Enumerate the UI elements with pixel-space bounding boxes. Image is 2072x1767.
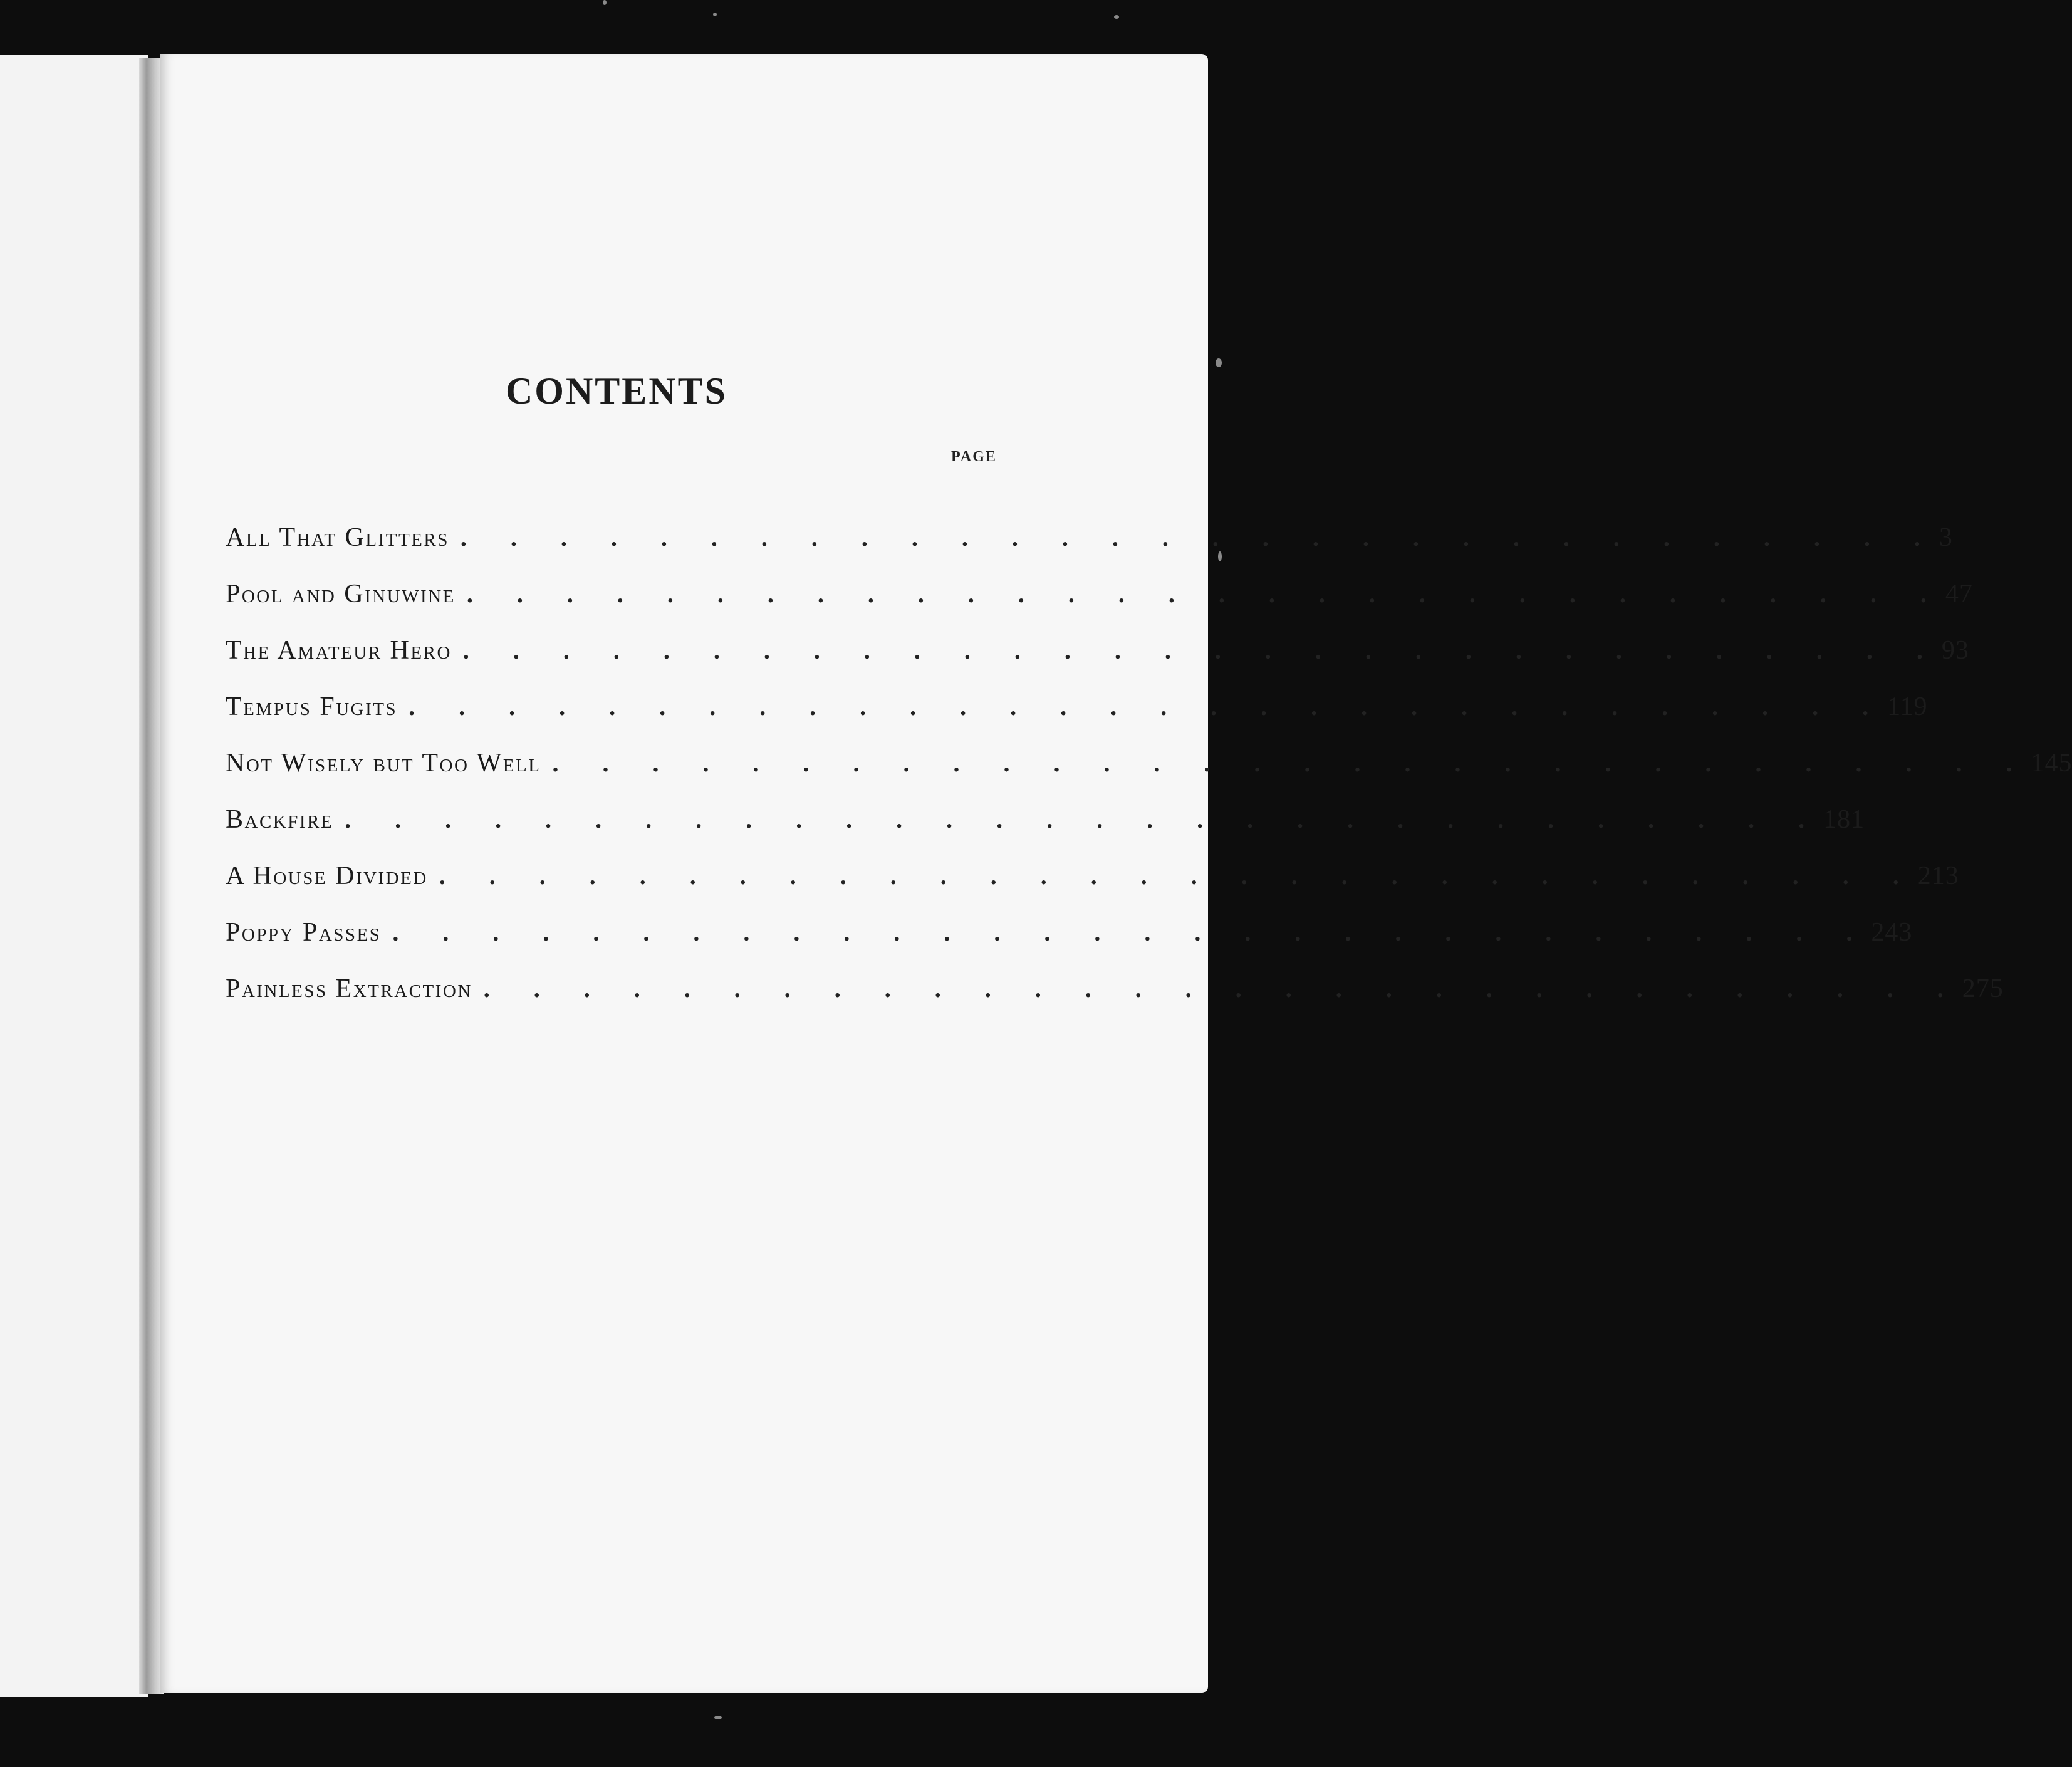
toc-entry-page: 47 — [1945, 580, 1973, 608]
scan-speck — [714, 1716, 722, 1719]
page-column-label: PAGE — [951, 449, 997, 465]
dot-leader: . . . . . . . . . . . . . . . . . . . . . . . . . . . . . . — [460, 523, 1939, 551]
scan-speck — [713, 13, 717, 16]
dot-leader: . . . . . . . . . . . . . . . . . . . . . . . . . . . . . . — [552, 749, 2031, 777]
toc-entry-title: Tempus Fugits — [226, 692, 398, 721]
toc-entry-title: The Amateur Hero — [226, 636, 452, 665]
toc-entry — [226, 861, 1959, 917]
toc-entry-title: Pool and Ginuwine — [226, 580, 456, 608]
toc-entry-title: All That Glitters — [226, 523, 449, 552]
facing-page — [0, 55, 148, 1697]
toc-entry-page: 3 — [1939, 523, 1953, 552]
toc-entry-page: 243 — [1871, 918, 1913, 947]
dot-leader: . . . . . . . . . . . . . . . . . . . . . . . . . . . . . . — [409, 692, 1888, 721]
toc-entry-page: 145 — [2031, 749, 2072, 778]
toc-entry-page: 275 — [1962, 974, 2004, 1003]
toc-entry — [226, 805, 1865, 861]
dot-leader: . . . . . . . . . . . . . . . . . . . . . . . . . . . . . . — [483, 974, 1962, 1003]
toc-entry — [226, 917, 1913, 974]
toc-entry-title: A House Divided — [226, 862, 428, 890]
scan-speck — [1114, 15, 1119, 19]
toc-entry — [226, 579, 1973, 635]
toc-entry-title: Painless Extraction — [226, 974, 472, 1003]
scan-speck — [603, 0, 607, 5]
toc-entry-page: 119 — [1887, 692, 1928, 721]
toc-entry-page: 213 — [1917, 862, 1959, 890]
scan-speck — [1216, 358, 1222, 367]
dot-leader: . . . . . . . . . . . . . . . . . . . . . . . . . . . . . . — [466, 580, 1945, 608]
toc-entry — [226, 748, 2072, 805]
dot-leader: . . . . . . . . . . . . . . . . . . . . . . . . . . . . . . — [462, 636, 1942, 664]
contents-page — [160, 54, 2072, 1693]
toc-entry — [226, 692, 1928, 748]
table-of-contents — [226, 523, 2072, 1030]
toc-entry — [226, 974, 2004, 1030]
toc-entry-page: 93 — [1941, 636, 1969, 665]
toc-entry — [226, 523, 1953, 579]
dot-leader: . . . . . . . . . . . . . . . . . . . . . . . . . . . . . . — [439, 862, 1918, 890]
toc-entry — [226, 635, 1969, 692]
dot-leader: . . . . . . . . . . . . . . . . . . . . . . . . . . . . . . — [392, 918, 1872, 946]
dot-leader: . . . . . . . . . . . . . . . . . . . . . . . . . . . . . . — [345, 805, 1824, 833]
scan-speck — [1218, 551, 1222, 561]
toc-entry-title: Backfire — [226, 805, 334, 834]
toc-entry-title: Not Wisely but Too Well — [226, 749, 541, 778]
toc-entry-title: Poppy Passes — [226, 918, 382, 947]
toc-entry-page: 181 — [1823, 805, 1865, 834]
page-title: CONTENTS — [505, 370, 728, 412]
